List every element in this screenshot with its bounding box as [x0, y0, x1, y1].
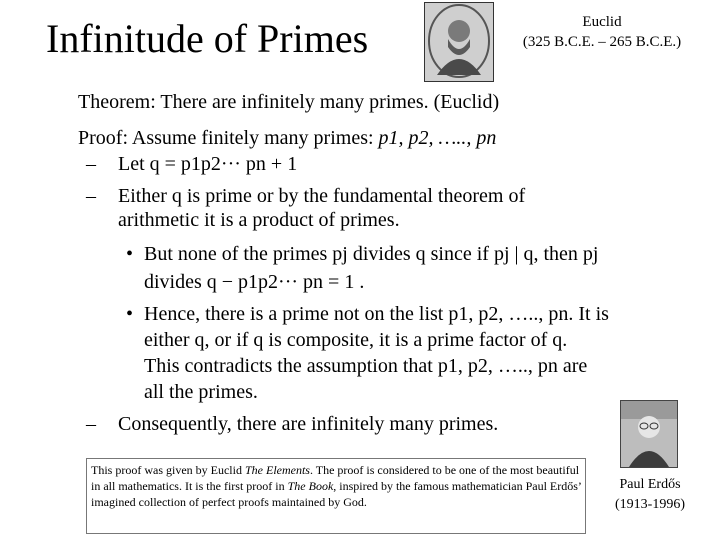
- proof-label: Proof: [78, 127, 123, 149]
- step-text: Either q is prime or by the fundamental theorem of: [118, 185, 526, 207]
- step-text: all the primes.: [144, 381, 258, 403]
- step-text: divides q − p1p2··· pn = 1 .: [144, 271, 365, 293]
- bullet-line: [144, 354, 587, 378]
- step-text: But none of the primes pj divides q since if pj | q, then pj: [144, 243, 599, 265]
- footnote-text: . The proof is considered to be one of the most beautiful in all mathematics. It is the first proof in: [91, 463, 580, 493]
- euclid-portrait: [424, 2, 494, 82]
- bullet-marker: •: [126, 243, 134, 265]
- bullet-line: [144, 328, 567, 352]
- step-text: This contradicts the assumption that p1, p2, ….., pn are: [144, 355, 588, 377]
- theorem-label: Theorem: [78, 91, 151, 113]
- proof-intro-text: : Assume finitely many primes:: [122, 127, 374, 149]
- footnote-work-title: The Book: [287, 479, 334, 493]
- bullet-marker: •: [126, 303, 134, 325]
- footnote-box: [86, 458, 586, 534]
- step-line: [118, 208, 400, 232]
- step-text: either q, or if q is composite, it is a prime factor of q.: [144, 329, 568, 351]
- bullet-line: [144, 380, 258, 404]
- step-text: arithmetic it is a product of primes.: [118, 209, 400, 231]
- step-line: [86, 152, 297, 176]
- footnote-text: This proof was given by Euclid: [91, 463, 245, 477]
- proof-intro: [78, 126, 496, 150]
- step-line: [86, 412, 498, 436]
- step-text: Let q = p1p2··· pn + 1: [118, 153, 298, 175]
- euclid-name: Euclid: [582, 14, 622, 30]
- erdos-name: Paul Erdős: [619, 477, 681, 492]
- dash-marker: –: [86, 413, 96, 435]
- step-text: Consequently, there are infinitely many primes.: [118, 413, 499, 435]
- bullet-line: [126, 302, 609, 326]
- primes-list: p1, p2, ….., pn: [378, 127, 497, 149]
- step-text: Hence, there is a prime not on the list p1, p2, ….., pn. It is: [144, 303, 609, 325]
- erdos-dates: (1913-1996): [615, 497, 685, 512]
- dash-marker: –: [86, 185, 96, 207]
- theorem-statement: [78, 90, 499, 114]
- bullet-line: [126, 242, 599, 266]
- euclid-dates: (325 B.C.E. – 265 B.C.E.): [522, 34, 682, 50]
- slide-title: Infinitude of Primes: [46, 16, 369, 61]
- theorem-text: : There are infinitely many primes. (Euclid): [150, 91, 500, 113]
- step-line: [86, 184, 525, 208]
- footnote-text: , inspired by the famous mathematician Paul Erdős’ imagined collection of perfect proofs maintained by God.: [91, 479, 581, 509]
- dash-marker: –: [86, 153, 96, 175]
- footnote-work-title: The Elements: [244, 463, 310, 477]
- bullet-line: [144, 270, 364, 294]
- erdos-photo: [620, 400, 678, 468]
